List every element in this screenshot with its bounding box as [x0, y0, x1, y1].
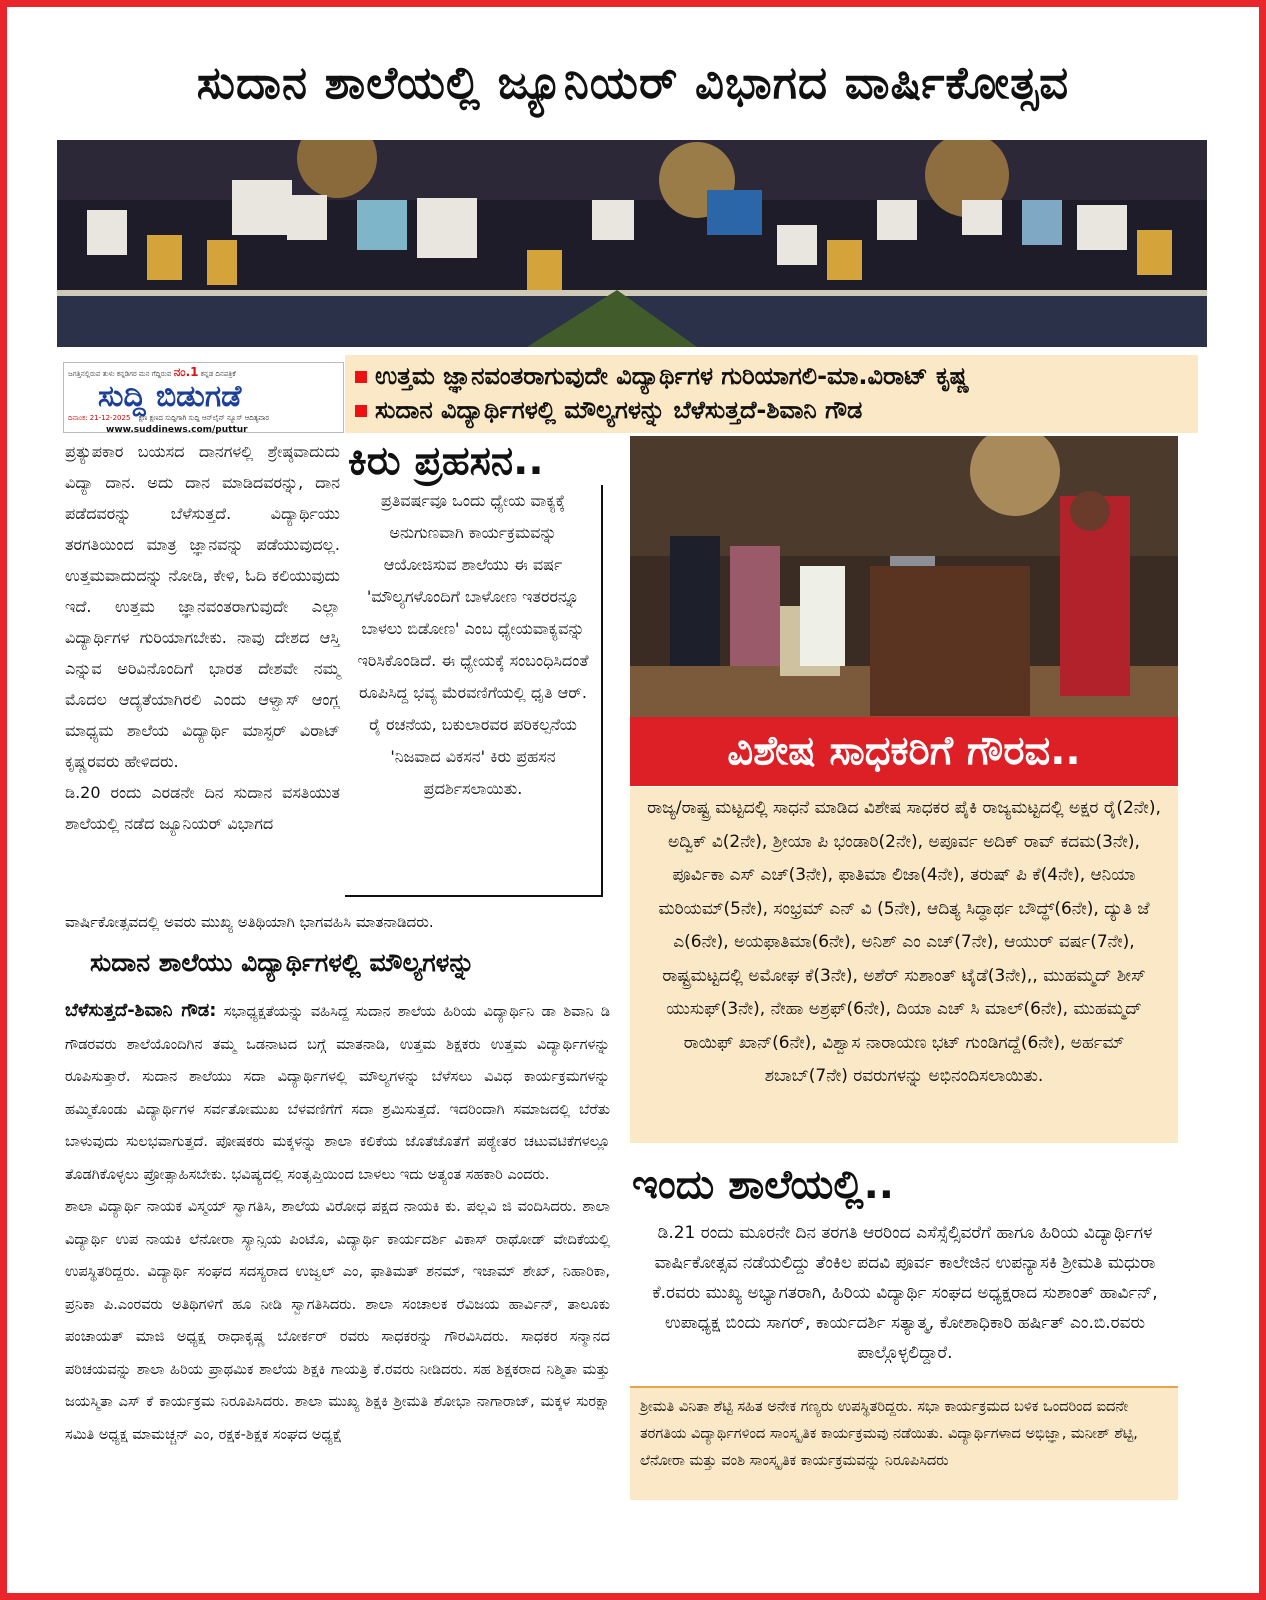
closing-box: ಶ್ರೀಮತಿ ವಿನಿತಾ ಶೆಟ್ಟಿ ಸಹಿತ ಅನೇಕ ಗಣ್ಯರು ಉಪಸ್ಥಿತರಿದ್ದರು. ಸಭಾ ಕಾರ್ಯಕ್ರಮದ ಬಳಿಕ ಒಂದರಿಂದ ಐದನೇ ತರಗತಿಯ ವಿದ್ಯಾರ್ಥಿಗಳಿಂದ ಸಾಂಸ್ಕೃತಿಕ ಕಾರ್ಯಕ್ರಮವು ನಡೆಯಿತು. ವಿದ್ಯಾರ್ಥಿಗಳಾದ ಅಭಿಜ್ಞಾ, ಮನೀಶ್ ಶೆಟ್ಟಿ, ಲೆನೋರಾ ಮತ್ತು ವಂಶಿ ಸಾಂಸ್ಕೃತಿಕ ಕಾರ್ಯಕ್ರಮವನ್ನು ನಿರೂಪಿಸಿದರು — [630, 1386, 1178, 1500]
honour-banner: ವಿಶೇಷ ಸಾಧಕರಿಗೆ ಗೌರವ.. — [630, 717, 1178, 786]
skit-box — [345, 485, 603, 897]
paragraph: ಡಿ.20 ರಂದು ಎರಡನೇ ದಿನ ಸುದಾನ ವಸತಿಯುತ ಶಾಲೆಯಲ್ಲಿ ನಡೆದ ಜ್ಯೂನಿಯರ್ ವಿಭಾಗದ — [65, 783, 340, 833]
mast-title: ಸುದ್ದಿ ಬಿಡುಗಡೆ — [98, 379, 242, 414]
bullet-square-icon — [355, 405, 367, 417]
subheading: ಸುದಾನ ಶಾಲೆಯು ವಿದ್ಯಾರ್ಥಿಗಳಲ್ಲಿ ಮೌಲ್ಯಗಳನ್ನು — [90, 948, 475, 977]
stage-photo — [57, 140, 1207, 347]
today-body: ಡಿ.21 ರಂದು ಮೂರನೇ ದಿನ ತರಗತಿ ಆರರಿಂದ ಎಸೆಸ್ಸೆಲ್ಸಿವರೆಗೆ ಹಾಗೂ ಹಿರಿಯ ವಿದ್ಯಾರ್ಥಿಗಳ ವಾರ್ಷಿಕೋತ್ಸವ ನಡೆಯಲಿದ್ದು ತೆಂಕಿಲ ಪದವಿ ಪೂರ್ವ ಕಾಲೇಜಿನ ಉಪನ್ಯಾಸಕಿ ಶ್ರೀಮತಿ ಮಧುರಾ ಕೆ.ರವರು ಮುಖ್ಯ ಅಭ್ಯಾಗತರಾಗಿ, ಹಿರಿಯ ವಿದ್ಯಾರ್ಥಿ ಸಂಘದ ಅಧ್ಯಕ್ಷರಾದ ಸುಶಾಂತ್ ಹಾರ್ವಿನ್, ಉಪಾಧ್ಯಕ್ಷ ಬಿಂದು ಸಾಗರ್, ಕಾರ್ಯದರ್ಶಿ ಸತ್ಯಾತ್ಮ, ಕೋಶಾಧಿಕಾರಿ ಹರ್ಷಿತ್ ಎಂ.ಬಿ.ರವರು ಪಾಲ್ಗೊಳ್ಳಲಿದ್ದಾರೆ. — [652, 1223, 1158, 1363]
sudi-masthead — [63, 362, 344, 433]
mast-sub: ಕ್ಷಣ ಕ್ಷಣದ ಸುದ್ದಿಗಾಗಿ ಸುದ್ದಿ ಆನ್‌ಲೈನ್ ನ್ಯೂಸ್ — [138, 414, 243, 422]
mast-badge: ನಂ.1 — [173, 365, 199, 379]
headline: ಸುದಾನ ಶಾಲೆಯಲ್ಲಿ ಜ್ಯೂನಿಯರ್ ವಿಭಾಗದ ವಾರ್ಷಿಕೋತ್ಸವ — [196, 56, 1070, 109]
bullet-square-icon — [355, 371, 367, 383]
mast-tagline: ಜಗತ್ತಿನಲ್ಲಿರುವ ತುಳು ಕನ್ನಡಿಗರ ಮನ ಗೆದ್ದಿರುವ — [68, 370, 172, 378]
paragraph: ಶಾಲಾ ವಿದ್ಯಾರ್ಥಿ ನಾಯಕ ವಿಸ್ಮಯ್ ಸ್ವಾಗತಿಸಿ, ಶಾಲೆಯ ವಿರೋಧ ಪಕ್ಷದ ನಾಯಕಿ ಕು. ಪಲ್ಲವಿ ಜಿ ವಂದಿಸಿದರು. ಶಾಲಾ ವಿದ್ಯಾರ್ಥಿ ಉಪ ನಾಯಕಿ ಲೆನೋರಾ ಸ್ಯಾನ್ಸಿಯ ಪಿಂಟೊ, ವಿದ್ಯಾರ್ಥಿ ಕಾರ್ಯದರ್ಶಿ ವಿಕಾಸ್ ರಾಥೋಡ್ ವೇದಿಕೆಯಲ್ಲಿ ಉಪಸ್ಥಿತರಿದ್ದರು. ವಿದ್ಯಾರ್ಥಿ ಸಂಘದ ಸದಸ್ಯರಾದ ಉಜ್ವಲ್ ಎಂ, ಫಾತಿಮತ್ ಶನಮ್, ಇಜಾಮ್ ಶೇಖ್, ನಿಹಾರಿಕಾ, ಪ್ರನಿಕಾ ಪಿ.ಎಂರವರು ಅತಿಥಿಗಳಿಗೆ ಹೂ ನೀಡಿ ಸ್ವಾಗತಿಸಿದರು. ಶಾಲಾ ಸಂಚಾಲಕ ರೆವಿಜಯ ಹಾರ್ವಿನ್, ತಾಲೂಕು ಪಂಚಾಯತ್ ಮಾಜಿ ಅಧ್ಯಕ್ಷ ರಾಧಾಕೃಷ್ಣ ಬೋರ್ಕರ್ ರವರು ಸಾಧಕರನ್ನು ಗೌರವಿಸಿದರು. ಸಾಧಕರ ಸನ್ಮಾನದ ಪರಿಚಯವನ್ನು ಶಾಲಾ ಹಿರಿಯ ಪ್ರಾಥಮಿಕ ಶಾಲೆಯ ಶಿಕ್ಷಕಿ ಗಾಯತ್ರಿ ಕೆ.ರವರು ನೀಡಿದರು. ಸಹ ಶಿಕ್ಷಕರಾದ ನಿಶ್ಮಿತಾ ಮತ್ತು ಜಯಸ್ಮಿತಾ ಎಸ್ ಕೆ ಕಾರ್ಯಕ್ರಮ ನಿರೂಪಿಸಿದರು. ಶಾಲಾ ಮುಖ್ಯ ಶಿಕ್ಷಕಿ ಶ್ರೀಮತಿ ಶೋಭಾ ನಾಗಾರಾಜ್, ಮಕ್ಕಳ ಸುರಕ್ಷಾ ಸಮಿತಿ ಅಧ್ಯಕ್ಷ ಮಾಮಚ್ಚನ್ ಎಂ, ರಕ್ಷಕ-ಶಿಕ್ಷಕ ಸಂಘದ ಅಧ್ಯಕ್ಷೆ — [65, 1199, 610, 1443]
subheading-lead: ಬೆಳೆಸುತ್ತದೆ-ಶಿವಾನಿ ಗೌಡ: — [65, 1000, 217, 1021]
box-title: ಕಿರು ಪ್ರಹಸನ.. — [348, 438, 544, 484]
paragraph: ಸಭಾಧ್ಯಕ್ಷತೆಯನ್ನು ವಹಿಸಿದ್ದ ಸುದಾನ ಶಾಲೆಯ ಹಿರಿಯ ವಿದ್ಯಾರ್ಥಿನಿ ಡಾ ಶಿವಾನಿ ಡಿ ಗೌಡರವರು ಶಾಲೆಯೊಂದಿಗಿನ ತಮ್ಮ ಒಡನಾಟದ ಬಗ್ಗೆ ಮಾತನಾಡಿ, ಉತ್ತಮ ಶಿಕ್ಷಕರು ಉತ್ತಮ ವಿದ್ಯಾರ್ಥಿಗಳನ್ನು ರೂಪಿಸುತ್ತಾರೆ. ಸುದಾನ ಶಾಲೆಯು ಸದಾ ವಿದ್ಯಾರ್ಥಿಗಳಲ್ಲಿ ಮೌಲ್ಯಗಳನ್ನು ಬೆಳೆಸಲು ವಿವಿಧ ಕಾರ್ಯಕ್ರಮಗಳನ್ನು ಹಮ್ಮಿಕೊಂಡು ವಿದ್ಯಾರ್ಥಿಗಳ ಸರ್ವತೋಮುಖ ಬೆಳವಣಿಗೆಗೆ ಸದಾ ಶ್ರಮಿಸುತ್ತದೆ. ಇದರಿಂದಾಗಿ ಸಮಾಜದಲ್ಲಿ ಬೆರೆತು ಬಾಳುವುದು ಸುಲಭವಾಗುತ್ತದೆ. ಪೋಷಕರು ಮಕ್ಕಳನ್ನು ಶಾಲಾ ಕಲಿಕೆಯ ಜೊತೆಜೊತೆಗೆ ಪಠ್ಯೇತರ ಚಟುವಟಿಕೆಗಳಲ್ಲೂ ತೊಡಗಿಕೊಳ್ಳಲು ಪ್ರೋತ್ಸಾಹಿಸಬೇಕು. ಭವಿಷ್ಯದಲ್ಲಿ ಸಂತೃಪ್ತಿಯಿಂದ ಬಾಳಲು ಇದು ಅತ್ಯಂತ ಸಹಕಾರಿ ಎಂದರು. — [65, 1004, 611, 1183]
article-body — [65, 995, 610, 1451]
continuation-line: ವಾರ್ಷಿಕೋತ್ಸವದಲ್ಲಿ ಅವರು ಮುಖ್ಯ ಅತಿಥಿಯಾಗಿ ಭಾಗವಹಿಸಿ ಮಾತನಾಡಿದರು. — [65, 913, 434, 931]
mast-date: ದಿನಾಂಕ: 21-12-2025 — [68, 414, 131, 422]
highlight-item: ಉತ್ತಮ ಜ್ಞಾನವಂತರಾಗುವುದೇ ವಿದ್ಯಾರ್ಥಿಗಳ ಗುರಿಯಾಗಲಿ-ಮಾ.ವಿರಾಟ್ ಕೃಷ್ಣ — [355, 359, 1188, 393]
mast-day: ಆದಿತ್ಯವಾರ — [244, 414, 270, 422]
highlight-item: ಸುದಾನ ವಿದ್ಯಾರ್ಥಿಗಳಲ್ಲಿ ಮೌಲ್ಯಗಳನ್ನು ಬೆಳೆಸುತ್ತದೆ-ಶಿವಾನಿ ಗೌಡ — [355, 393, 1188, 427]
highlights-box — [345, 355, 1198, 433]
box-body: ಪ್ರತಿವರ್ಷವೂ ಒಂದು ಧ್ಯೇಯ ವಾಕ್ಯಕ್ಕೆ ಅನುಗುಣವಾಗಿ ಕಾರ್ಯಕ್ರಮವನ್ನು ಆಯೋಜಿಸುವ ಶಾಲೆಯು ಈ ವರ್ಷ 'ಮೌಲ್ಯಗಳೊಂದಿಗೆ ಬಾಳೋಣ ಇತರರನ್ನೂ ಬಾಳಲು ಬಿಡೋಣ' ಎಂಬ ಧ್ಯೇಯವಾಕ್ಯವನ್ನು ಇರಿಸಿಕೊಂಡಿದೆ. ಈ ಧ್ಯೇಯಕ್ಕೆ ಸಂಬಂಧಿಸಿದಂತೆ ರೂಪಿಸಿದ್ದ ಭವ್ಯ ಮೆರವಣಿಗೆಯಲ್ಲಿ ಧೃತಿ ಆರ್. ರೈ ರಚನೆಯ, ಬಕುಲಾರವರ ಪರಿಕಲ್ಪನೆಯ 'ನಿಜವಾದ ವಿಕಸನ' ಕಿರು ಪ್ರಹಸನ ಪ್ರದರ್ಶಿಸಲಾಯಿತು. — [357, 491, 589, 798]
mast-tagline2: ಕನ್ನಡ ದಿನಪತ್ರಿಕೆ — [200, 370, 236, 378]
mast-url: www.suddinews.com/puttur — [106, 425, 248, 435]
today-title: ಇಂದು ಶಾಲೆಯಲ್ಲಿ.. — [632, 1162, 894, 1208]
dais-photo — [630, 436, 1178, 718]
article-column-1 — [65, 436, 340, 839]
paragraph: ಪ್ರತ್ಯುಪಕಾರ ಬಯಸದ ದಾನಗಳಲ್ಲಿ ಶ್ರೇಷ್ಠವಾದುದು ವಿದ್ಯಾ ದಾನ. ಅದು ದಾನ ಮಾಡಿದವರನ್ನು, ದಾನ ಪಡೆದವರನ್ನು ಬೆಳೆಸುತ್ತದೆ. ವಿದ್ಯಾರ್ಥಿಯು ತರಗತಿಯಿಂದ ಮಾತ್ರ ಜ್ಞಾನವನ್ನು ಪಡೆಯುವುದಲ್ಲ. ಉತ್ತಮವಾದುದನ್ನು ನೋಡಿ, ಕೇಳಿ, ಓದಿ ಕಲಿಯುವುದು ಇದೆ. ಉತ್ತಮ ಜ್ಞಾನವಂತರಾಗುವುದೇ ಎಲ್ಲಾ ವಿದ್ಯಾರ್ಥಿಗಳ ಗುರಿಯಾಗಬೇಕು. ನಾವು ದೇಶದ ಆಸ್ತಿ ಎನ್ನುವ ಅರಿವಿನೊಂದಿಗೆ ಭಾರತ ದೇಶವೇ ನಮ್ಮ ಮೊದಲ ಆದ್ಯತೆಯಾಗಿರಲಿ ಎಂದು ಆಳ್ವಾಸ್ ಆಂಗ್ಲ ಮಾಧ್ಯಮ ಶಾಲೆಯ ವಿದ್ಯಾರ್ಥಿ ಮಾಸ್ಟರ್ ವಿರಾಟ್ ಕೃಷ್ಣರವರು ಹೇಳಿದರು. — [65, 442, 340, 771]
achievers-box: ರಾಜ್ಯ/ರಾಷ್ಟ್ರ ಮಟ್ಟದಲ್ಲಿ ಸಾಧನೆ ಮಾಡಿದ ವಿಶೇಷ ಸಾಧಕರ ಪೈಕಿ ರಾಜ್ಯಮಟ್ಟದಲ್ಲಿ ಅಕ್ಷರ ರೈ(2ನೇ), ಅದ್ವಿಕ್ ವಿ(2ನೇ), ಶ್ರೀಯಾ ಪಿ ಭಂಡಾರಿ(2ನೇ), ಅಪೂರ್ವ ಅದಿಕ್ ರಾವ್ ಕದಮ(3ನೇ), ಪೂರ್ವಿಕಾ ಎಸ್ ಎಚ್(3ನೇ), ಫಾತಿಮಾ ಲಿಜಾ(4ನೇ), ತರುಷ್ ಪಿ ಕೆ(4ನೇ), ಆನಿಯಾ ಮರಿಯಮ್(5ನೇ), ಸಂಭ್ರಮ್ ಎನ್ ವಿ (5ನೇ), ಆದಿತ್ಯ ಸಿದ್ಧಾರ್ಥ ಬೌದ್ಧ್(6ನೇ), ದ್ಯುತಿ ಜೆ ಎ(6ನೇ), ಅಯಫಾತಿಮಾ(6ನೇ), ಅನಿಶ್ ಎಂ ಎಚ್(7ನೇ), ಆಯುರ್ ವರ್ಷ(7ನೇ), ರಾಷ್ಟ್ರಮಟ್ಟದಲ್ಲಿ ಅಮೋಘ ಕೆ(3ನೇ), ಅಶೆರ್ ಸುಶಾಂತ್ ಟೈಡೆ(3ನೇ),, ಮುಹಮ್ಮದ್ ಶೀಸ್ ಯುಸುಫ್(3ನೇ), ನೇಹಾ ಅಶ್ರಫ್(6ನೇ), ದಿಯಾ ಎಚ್ ಸಿ ಮಾಲ್(6ನೇ), ಮುಹಮ್ಮದ್ ರಾಯಿಫ್ ಖಾನ್(6ನೇ), ವಿಶ್ವಾಸ ನಾರಾಯಣ ಭಟ್ ಗುಂಡಿಗದ್ದೆ(6ನೇ), ಅರ್ಹಮ್ ಶಬಾಬ್(7ನೇ) ರವರುಗಳನ್ನು ಅಭಿನಂದಿಸಲಾಯಿತು. — [630, 787, 1178, 1143]
